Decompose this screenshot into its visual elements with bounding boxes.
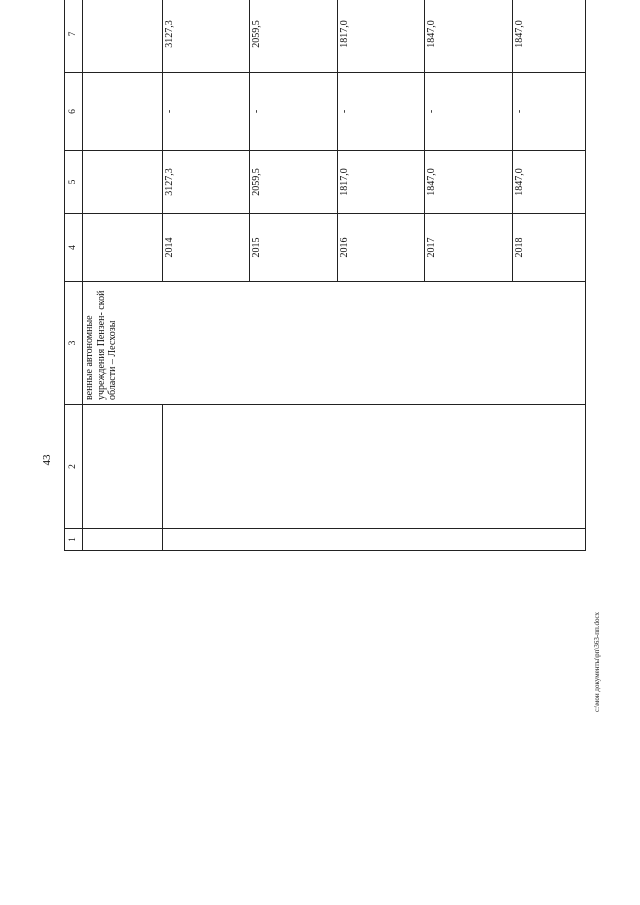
page-number: 43 <box>41 454 53 466</box>
table-cell <box>163 405 586 529</box>
data-table <box>64 0 586 551</box>
col-num: 5 <box>65 151 83 214</box>
value-cell: 1817,0 <box>337 0 424 73</box>
table-row <box>163 0 250 551</box>
value-cell: 1817,0 <box>337 151 424 214</box>
value-cell: - <box>337 73 424 151</box>
col-num: 3 <box>65 282 83 405</box>
file-path-footer: с:\мои документы\рп\363-пп.docx <box>593 611 601 712</box>
year-cell: 2017 <box>425 214 512 282</box>
value-cell: 1847,0 <box>425 151 512 214</box>
table-cell <box>83 151 163 214</box>
col-num: 7 <box>65 0 83 73</box>
value-cell: - <box>512 73 585 151</box>
col-num: 2 <box>65 405 83 529</box>
year-cell: 2015 <box>250 214 337 282</box>
year-cell: 2014 <box>163 214 250 282</box>
responsible-executor-cell: венные автономные учреждения Пензен- ской области – Лесхозы <box>83 282 586 405</box>
table-cell <box>163 529 586 551</box>
year-cell: 2016 <box>337 214 424 282</box>
table-cell <box>83 0 163 73</box>
value-cell: 1847,0 <box>425 0 512 73</box>
column-number-row <box>65 0 83 551</box>
table-cell <box>83 405 163 529</box>
col-num: 6 <box>65 73 83 151</box>
table-cell <box>83 214 163 282</box>
value-cell: 3127,3 <box>163 0 250 73</box>
value-cell: 2059,5 <box>250 0 337 73</box>
value-cell: 3127,3 <box>163 151 250 214</box>
value-cell: - <box>425 73 512 151</box>
table-container <box>64 20 586 867</box>
table-cell <box>83 529 163 551</box>
table-row <box>83 0 163 551</box>
value-cell: 2059,5 <box>250 151 337 214</box>
table-cell <box>83 73 163 151</box>
value-cell: - <box>250 73 337 151</box>
col-num: 1 <box>65 529 83 551</box>
value-cell: 1847,0 <box>512 151 585 214</box>
value-cell: 1847,0 <box>512 0 585 73</box>
col-num: 4 <box>65 214 83 282</box>
value-cell: - <box>163 73 250 151</box>
year-cell: 2018 <box>512 214 585 282</box>
